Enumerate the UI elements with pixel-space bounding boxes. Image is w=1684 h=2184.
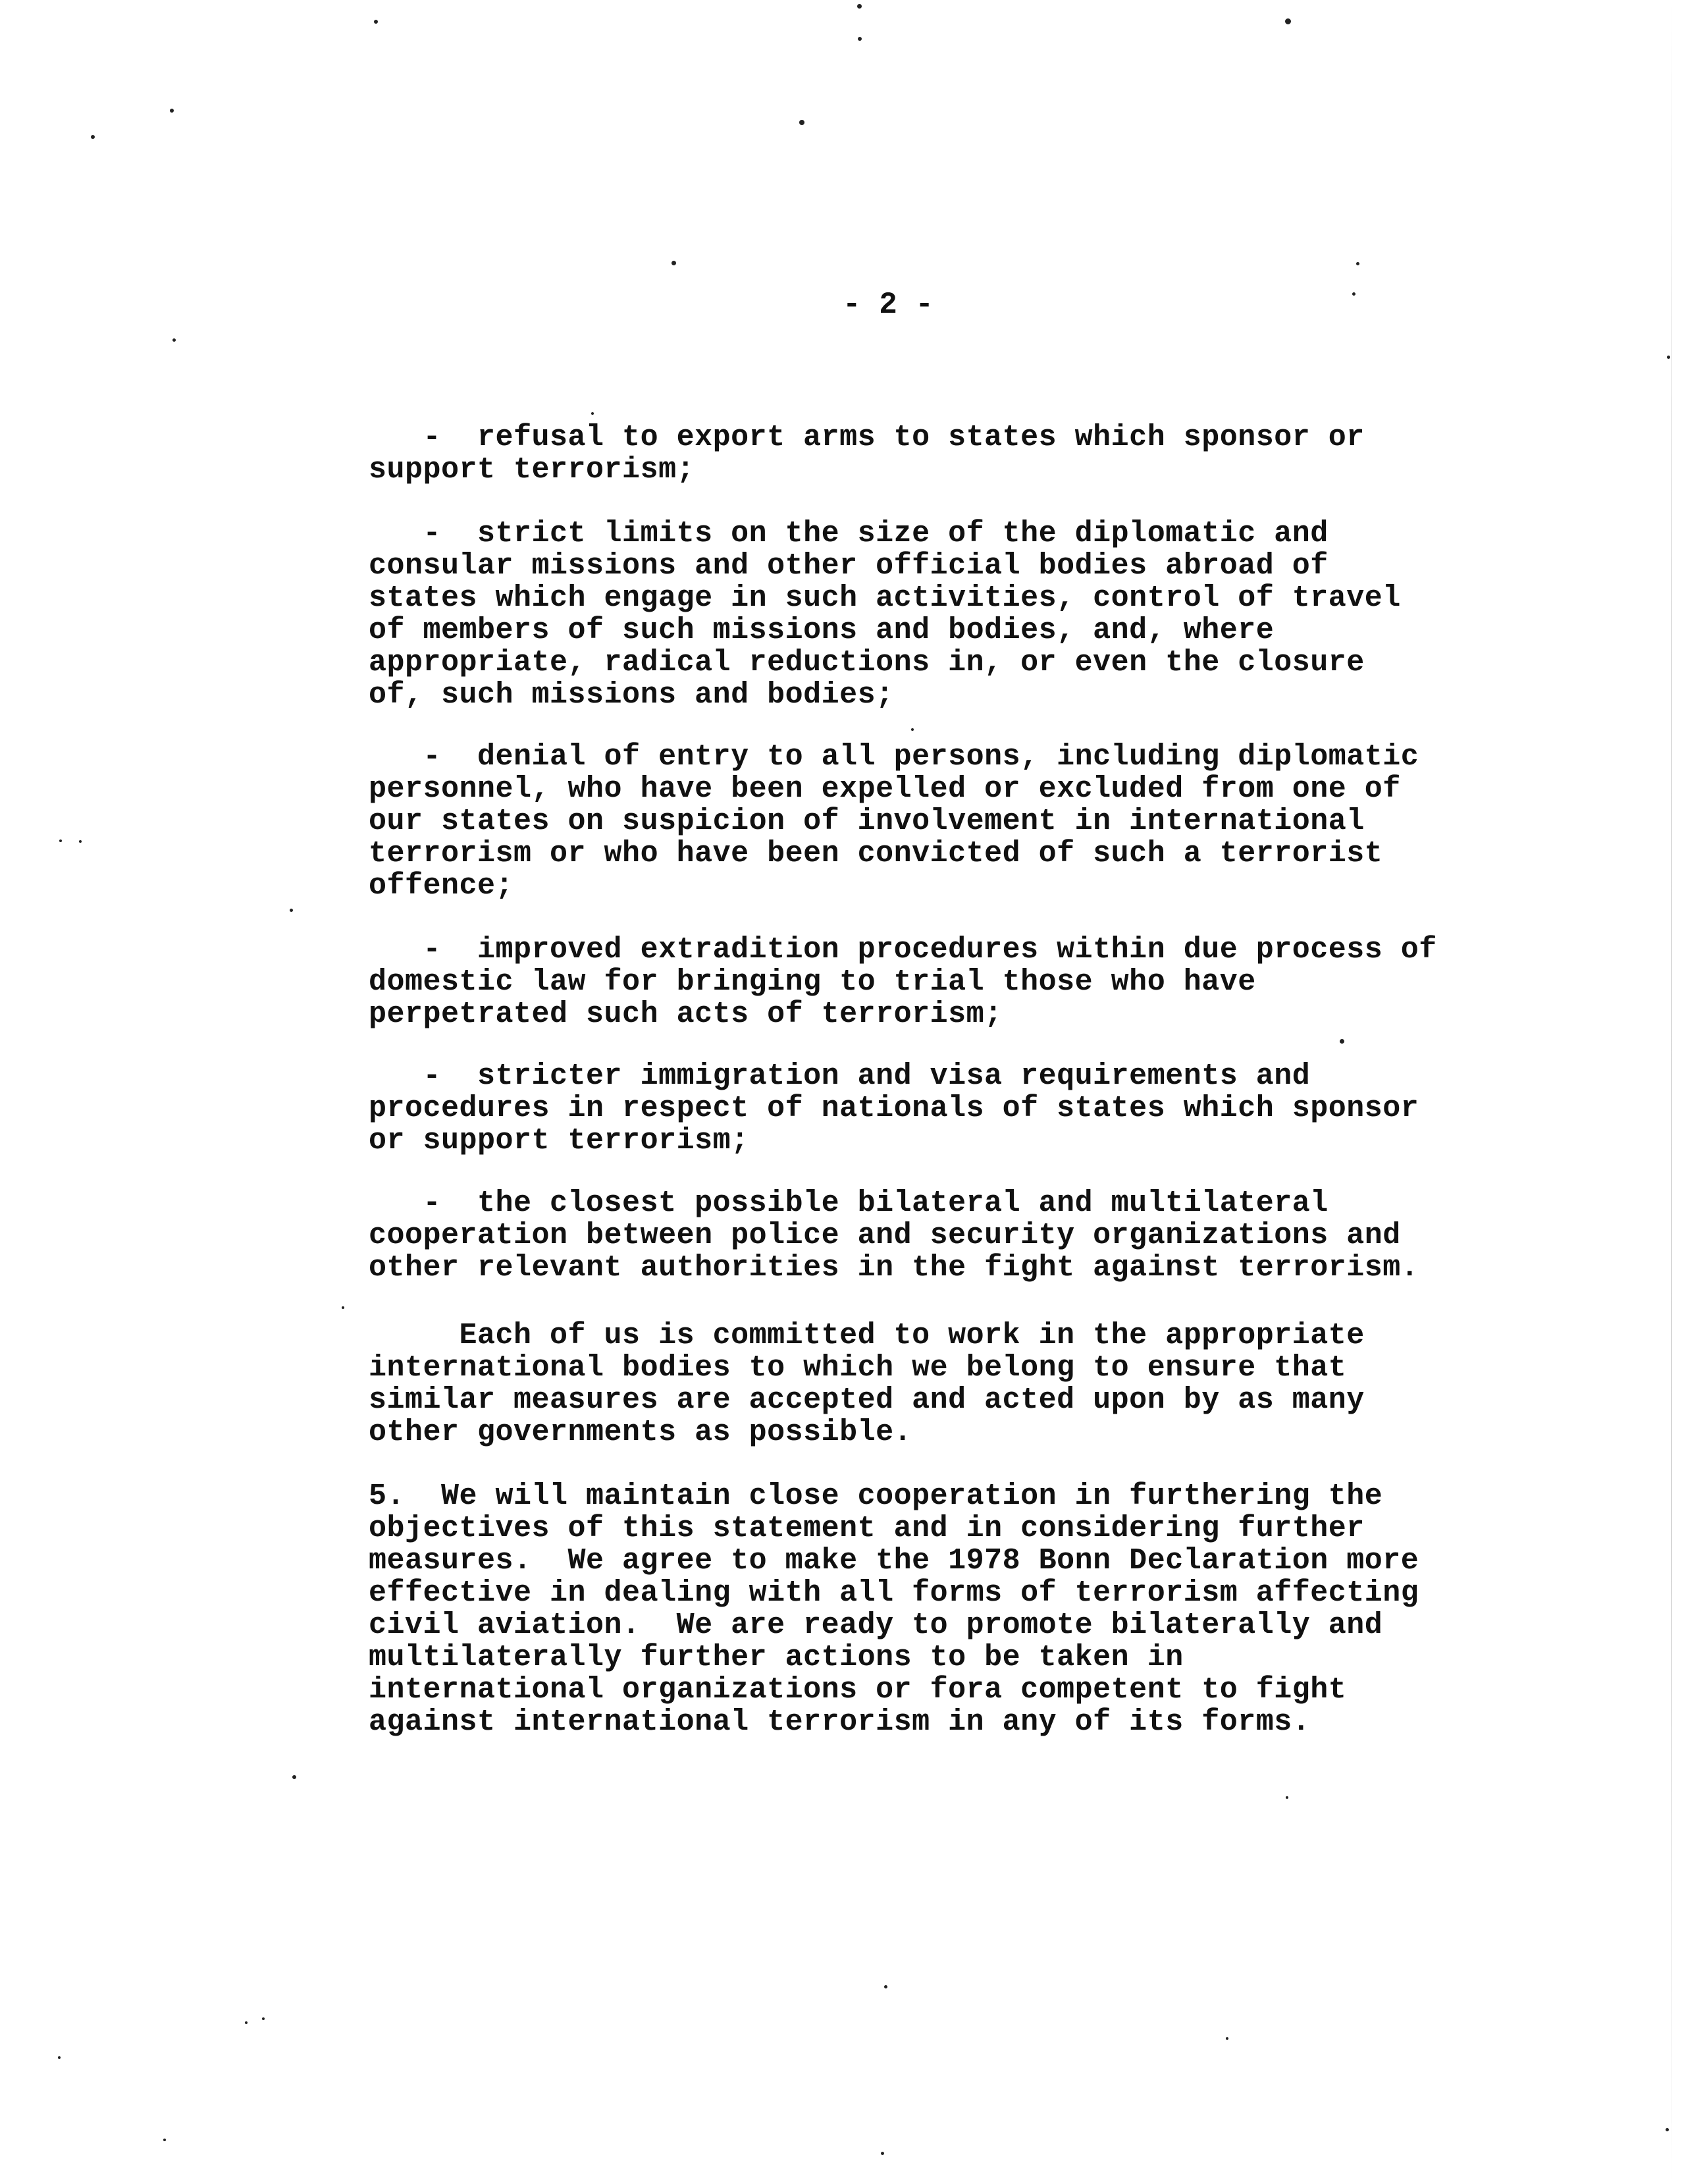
scan-speck	[245, 2021, 248, 2024]
scan-speck	[342, 1306, 344, 1309]
scan-speck	[374, 20, 378, 24]
scan-speck	[58, 2056, 61, 2059]
scan-speck	[1667, 356, 1670, 359]
paragraph-each-of-us: Each of us is committed to work in the appropriate international bodies to which we belong to ensure that similar measures are accepted and acted upon by as many other governments as possible.	[369, 1319, 1365, 1449]
bullet-denial-of-entry: - denial of entry to all persons, including diplomatic personnel, who have been expelled or excluded from one of our states on suspicion of involvement in international terrorism or who have been convicted of such a terrorist offence;	[369, 740, 1419, 903]
scan-speck	[1226, 2037, 1228, 2040]
scan-speck	[59, 839, 62, 842]
scan-speck	[91, 135, 95, 139]
page-number: - 2 -	[843, 288, 934, 322]
scan-speck	[1285, 18, 1291, 24]
scan-speck	[163, 2139, 166, 2141]
scan-speck	[290, 909, 293, 912]
bullet-stricter-immigration: - stricter immigration and visa requirements and procedures in respect of nationals of states which sponsor or support terrorism;	[369, 1059, 1419, 1158]
bullet-closest-cooperation: - the closest possible bilateral and multilateral cooperation between police and security organizations and other relevant authorities in the fight against terrorism.	[369, 1186, 1419, 1285]
scan-speck	[858, 37, 862, 41]
scan-speck	[1666, 2128, 1669, 2131]
scan-speck	[1340, 1039, 1344, 1044]
paragraph-5-cooperation: 5. We will maintain close cooperation in furthering the objectives of this statement and in considering further measures. We agree to make the 1978 Bonn Declaration more effective in dealing with all forms of terrorism affecting civil aviation. We are ready to promote bilaterally and multilaterally further actions to be taken in international organizations or fora competent to fight against international terrorism in any of its forms.	[369, 1479, 1419, 1739]
scan-speck	[591, 412, 594, 415]
scan-speck	[1352, 292, 1355, 296]
scan-speck	[911, 728, 914, 731]
scan-speck	[671, 261, 676, 265]
scan-speck	[1356, 262, 1359, 265]
scan-speck	[172, 338, 176, 342]
bullet-improved-extradition: - improved extradition procedures within due process of domestic law for bringing to trial those who have perpetrated such acts of terrorism;	[369, 933, 1437, 1031]
scan-speck	[262, 2017, 265, 2020]
scan-edge-shadow	[1671, 0, 1672, 2184]
bullet-strict-limits-missions: - strict limits on the size of the diplomatic and consular missions and other official bodies abroad of states which engage in such activities, control of travel of members of such missions and bodies, and, where appropriate, radical reductions in, or even the closure of, such missions and bodies;	[369, 517, 1401, 712]
scan-speck	[884, 1985, 887, 1988]
bullet-refusal-to-export-arms: - refusal to export arms to states which sponsor or support terrorism;	[369, 421, 1365, 487]
scan-speck	[1286, 1796, 1288, 1799]
scan-speck	[292, 1775, 296, 1779]
scan-speck	[799, 120, 804, 125]
scan-speck	[857, 4, 862, 9]
scan-speck	[79, 840, 82, 843]
scan-speck	[881, 2152, 884, 2155]
scan-speck	[170, 109, 174, 113]
